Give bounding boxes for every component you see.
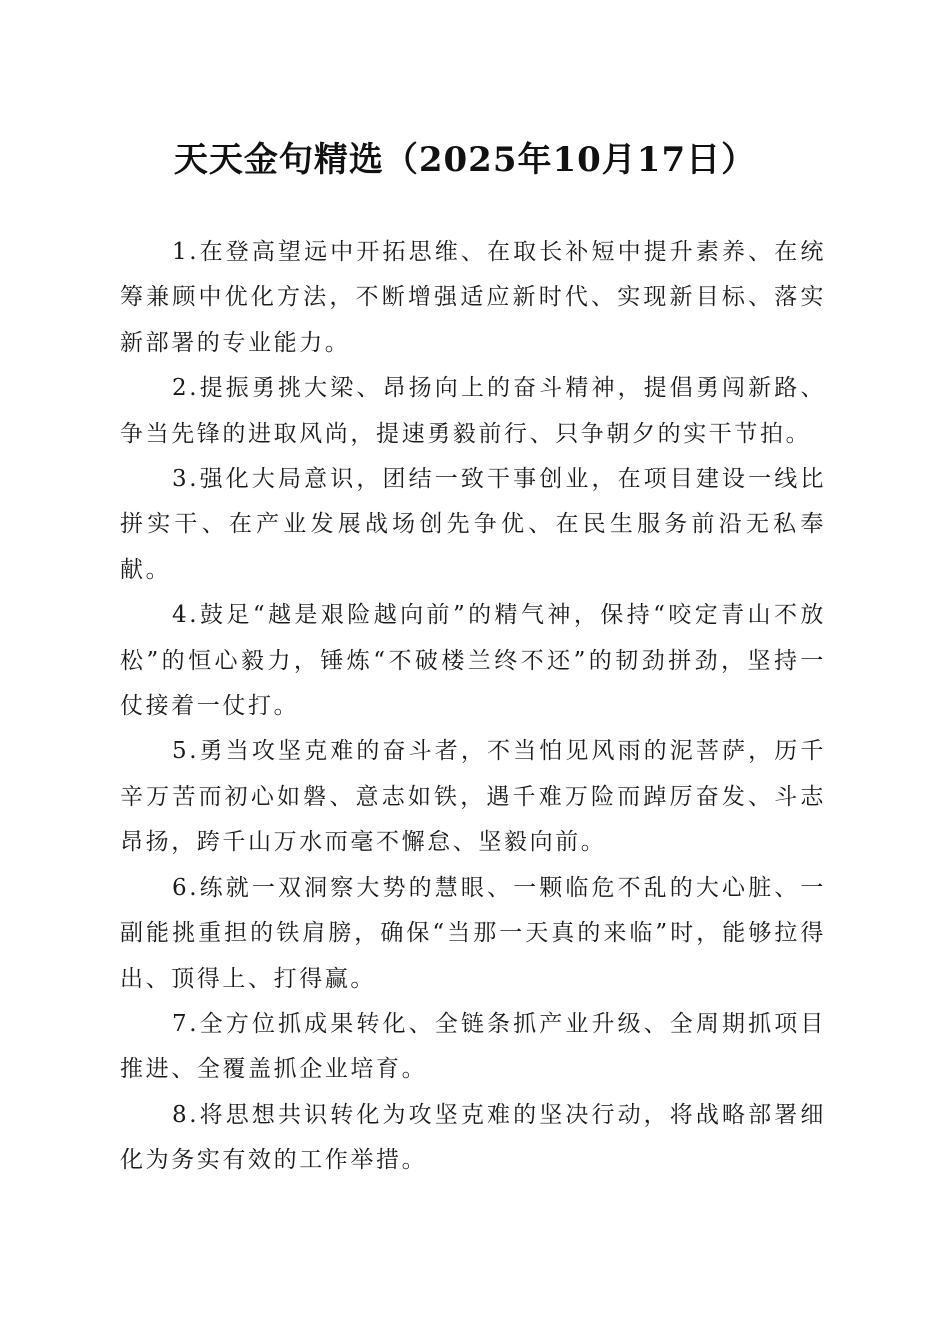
paragraph-6: 6.练就一双洞察大势的慧眼、一颗临危不乱的大心脏、一副能挑重担的铁肩膀，确保“当那一天真的来临”时，能够拉得出、顶得上、打得赢。	[120, 874, 826, 992]
paragraph-5: 5.勇当攻坚克难的奋斗者，不当怕见风雨的泥菩萨，历千辛万苦而初心如磐、意志如铁，遇千难万险而踔厉奋发、斗志昂扬，跨千山万水而毫不懈怠、坚毅向前。	[120, 738, 826, 856]
paragraph-1: 1.在登高望远中开拓思维、在取长补短中提升素养、在统筹兼顾中优化方法，不断增强适应新时代、实现新目标、落实新部署的专业能力。	[120, 239, 826, 356]
page-title: 天天金句精选（2025年10月17日）	[173, 140, 757, 180]
document-body	[120, 230, 826, 1184]
paragraph-8: 8.将思想共识转化为攻坚克难的坚决行动，将战略部署细化为务实有效的工作举措。	[120, 1101, 826, 1174]
paragraph-4: 4.鼓足“越是艰险越向前”的精气神，保持“咬定青山不放松”的恒心毅力，锤炼“不破楼兰终不还”的韧劲拼劲，坚持一仗接着一仗打。	[120, 602, 826, 720]
paragraph-3: 3.强化大局意识，团结一致干事创业，在项目建设一线比拼实干、在产业发展战场创先争优、在民生服务前沿无私奉献。	[120, 466, 826, 583]
paragraph-2: 2.提振勇挑大梁、昂扬向上的奋斗精神，提倡勇闯新路、争当先锋的进取风尚，提速勇毅前行、只争朝夕的实干节拍。	[120, 375, 826, 447]
paragraph-7: 7.全方位抓成果转化、全链条抓产业升级、全周期抓项目推进、全覆盖抓企业培育。	[120, 1010, 826, 1083]
